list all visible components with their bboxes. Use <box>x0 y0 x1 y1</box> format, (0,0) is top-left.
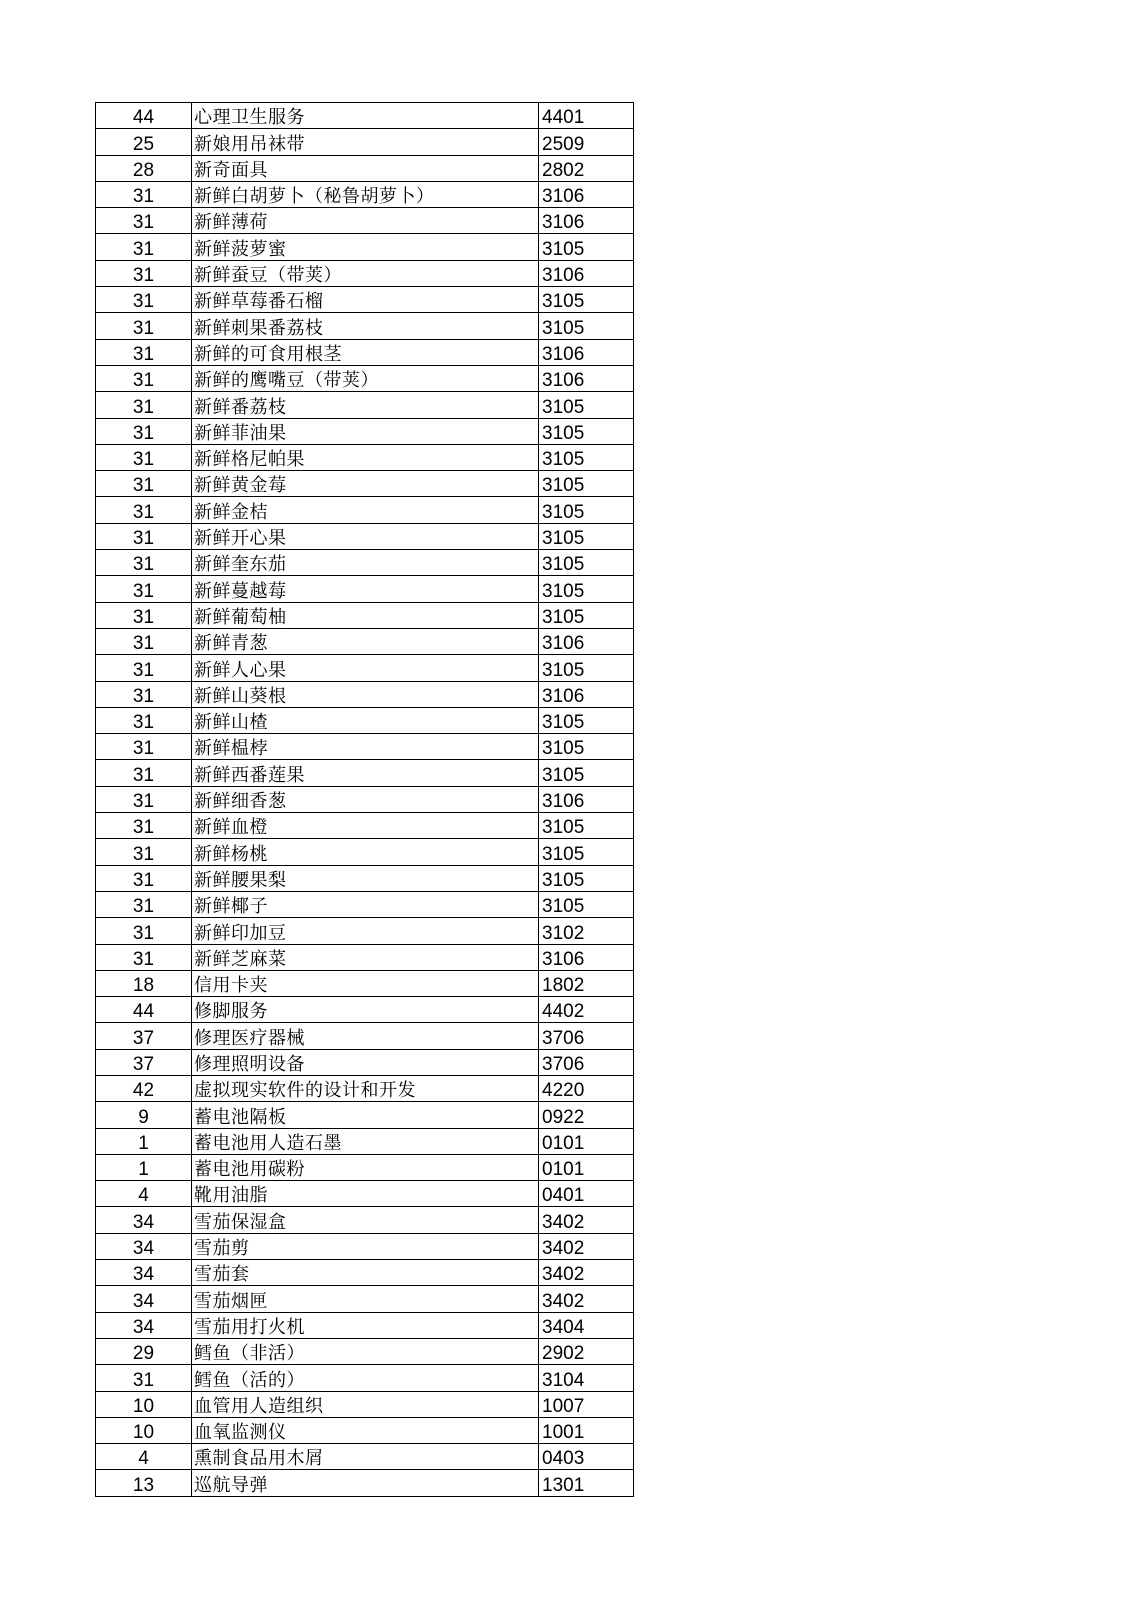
class-number-cell: 10 <box>96 1417 192 1443</box>
class-number-cell: 29 <box>96 1338 192 1364</box>
class-number-cell: 37 <box>96 1023 192 1049</box>
group-code-cell: 1007 <box>539 1391 634 1417</box>
group-code-cell: 3105 <box>539 576 634 602</box>
class-number-cell: 10 <box>96 1391 192 1417</box>
group-code-cell: 0101 <box>539 1154 634 1180</box>
group-code-cell: 3105 <box>539 734 634 760</box>
goods-name-cell: 新鲜血橙 <box>192 813 539 839</box>
table-row <box>96 103 634 129</box>
class-number-cell: 31 <box>96 813 192 839</box>
table-row <box>96 287 634 313</box>
table-row <box>96 1365 634 1391</box>
group-code-cell: 2902 <box>539 1338 634 1364</box>
class-number-cell: 31 <box>96 839 192 865</box>
table-row <box>96 339 634 365</box>
class-number-cell: 34 <box>96 1207 192 1233</box>
group-code-cell: 3402 <box>539 1207 634 1233</box>
class-number-cell: 44 <box>96 997 192 1023</box>
goods-name-cell: 新鲜格尼帕果 <box>192 444 539 470</box>
table-row <box>96 628 634 654</box>
class-number-cell: 9 <box>96 1102 192 1128</box>
group-code-cell: 4401 <box>539 103 634 129</box>
group-code-cell: 0922 <box>539 1102 634 1128</box>
goods-name-cell: 巡航导弹 <box>192 1470 539 1496</box>
class-number-cell: 34 <box>96 1312 192 1338</box>
goods-name-cell: 新鲜葡萄柚 <box>192 602 539 628</box>
table-row <box>96 208 634 234</box>
group-code-cell: 0403 <box>539 1444 634 1470</box>
goods-name-cell: 新鲜金桔 <box>192 497 539 523</box>
table-row <box>96 260 634 286</box>
table-row <box>96 865 634 891</box>
table-row <box>96 1444 634 1470</box>
goods-name-cell: 雪茄剪 <box>192 1233 539 1259</box>
class-number-cell: 31 <box>96 339 192 365</box>
table-row <box>96 707 634 733</box>
table-row <box>96 1470 634 1496</box>
goods-name-cell: 新鲜的可食用根茎 <box>192 339 539 365</box>
class-number-cell: 31 <box>96 786 192 812</box>
class-number-cell: 31 <box>96 602 192 628</box>
table-row <box>96 471 634 497</box>
goods-name-cell: 新鲜开心果 <box>192 523 539 549</box>
table-row <box>96 918 634 944</box>
class-number-cell: 31 <box>96 287 192 313</box>
class-number-cell: 31 <box>96 760 192 786</box>
table-row <box>96 365 634 391</box>
goods-name-cell: 修理医疗器械 <box>192 1023 539 1049</box>
table-row <box>96 1312 634 1338</box>
goods-table <box>95 102 634 1497</box>
class-number-cell: 31 <box>96 497 192 523</box>
table-row <box>96 1049 634 1075</box>
goods-name-cell: 新鲜番荔枝 <box>192 392 539 418</box>
group-code-cell: 2509 <box>539 129 634 155</box>
goods-name-cell: 新鲜菲油果 <box>192 418 539 444</box>
group-code-cell: 3105 <box>539 523 634 549</box>
goods-name-cell: 新鲜蚕豆（带荚） <box>192 260 539 286</box>
group-code-cell: 3105 <box>539 707 634 733</box>
table-row <box>96 760 634 786</box>
goods-name-cell: 雪茄套 <box>192 1260 539 1286</box>
group-code-cell: 3402 <box>539 1260 634 1286</box>
class-number-cell: 31 <box>96 891 192 917</box>
table-row <box>96 129 634 155</box>
group-code-cell: 4402 <box>539 997 634 1023</box>
goods-name-cell: 蓄电池隔板 <box>192 1102 539 1128</box>
class-number-cell: 31 <box>96 681 192 707</box>
table-row <box>96 786 634 812</box>
group-code-cell: 3402 <box>539 1286 634 1312</box>
goods-name-cell: 新鲜杨桃 <box>192 839 539 865</box>
class-number-cell: 31 <box>96 707 192 733</box>
class-number-cell: 31 <box>96 313 192 339</box>
class-number-cell: 1 <box>96 1128 192 1154</box>
group-code-cell: 3106 <box>539 681 634 707</box>
goods-name-cell: 新鲜薄荷 <box>192 208 539 234</box>
class-number-cell: 37 <box>96 1049 192 1075</box>
goods-name-cell: 新鲜腰果梨 <box>192 865 539 891</box>
table-row <box>96 891 634 917</box>
class-number-cell: 42 <box>96 1075 192 1101</box>
group-code-cell: 3106 <box>539 786 634 812</box>
group-code-cell: 3105 <box>539 234 634 260</box>
class-number-cell: 31 <box>96 471 192 497</box>
class-number-cell: 31 <box>96 181 192 207</box>
class-number-cell: 31 <box>96 944 192 970</box>
table-row <box>96 1023 634 1049</box>
group-code-cell: 3402 <box>539 1233 634 1259</box>
table-row <box>96 813 634 839</box>
group-code-cell: 3102 <box>539 918 634 944</box>
table-row <box>96 1417 634 1443</box>
class-number-cell: 31 <box>96 523 192 549</box>
goods-name-cell: 新鲜人心果 <box>192 655 539 681</box>
class-number-cell: 4 <box>96 1181 192 1207</box>
goods-name-cell: 新鲜山楂 <box>192 707 539 733</box>
group-code-cell: 3105 <box>539 865 634 891</box>
class-number-cell: 31 <box>96 234 192 260</box>
goods-name-cell: 新鲜印加豆 <box>192 918 539 944</box>
goods-name-cell: 新鲜山葵根 <box>192 681 539 707</box>
goods-name-cell: 靴用油脂 <box>192 1181 539 1207</box>
goods-name-cell: 心理卫生服务 <box>192 103 539 129</box>
class-number-cell: 31 <box>96 734 192 760</box>
table-row <box>96 1154 634 1180</box>
class-number-cell: 4 <box>96 1444 192 1470</box>
class-number-cell: 31 <box>96 865 192 891</box>
group-code-cell: 3105 <box>539 392 634 418</box>
group-code-cell: 3105 <box>539 444 634 470</box>
group-code-cell: 3105 <box>539 891 634 917</box>
table-row <box>96 970 634 996</box>
goods-name-cell: 新鲜榅桲 <box>192 734 539 760</box>
table-row <box>96 523 634 549</box>
goods-name-cell: 雪茄烟匣 <box>192 1286 539 1312</box>
class-number-cell: 31 <box>96 550 192 576</box>
goods-name-cell: 熏制食品用木屑 <box>192 1444 539 1470</box>
class-number-cell: 31 <box>96 576 192 602</box>
goods-name-cell: 新奇面具 <box>192 155 539 181</box>
table-row <box>96 1128 634 1154</box>
class-number-cell: 28 <box>96 155 192 181</box>
goods-name-cell: 鳕鱼（活的） <box>192 1365 539 1391</box>
table-row <box>96 1102 634 1128</box>
group-code-cell: 3106 <box>539 944 634 970</box>
group-code-cell: 1802 <box>539 970 634 996</box>
group-code-cell: 3105 <box>539 839 634 865</box>
goods-name-cell: 虚拟现实软件的设计和开发 <box>192 1075 539 1101</box>
goods-name-cell: 血氧监测仪 <box>192 1417 539 1443</box>
group-code-cell: 1001 <box>539 1417 634 1443</box>
class-number-cell: 34 <box>96 1233 192 1259</box>
table-row <box>96 497 634 523</box>
group-code-cell: 3106 <box>539 365 634 391</box>
goods-name-cell: 修脚服务 <box>192 997 539 1023</box>
goods-name-cell: 新鲜草莓番石榴 <box>192 287 539 313</box>
goods-name-cell: 信用卡夹 <box>192 970 539 996</box>
table-row <box>96 1075 634 1101</box>
table-row <box>96 1391 634 1417</box>
goods-name-cell: 雪茄用打火机 <box>192 1312 539 1338</box>
goods-name-cell: 雪茄保湿盒 <box>192 1207 539 1233</box>
class-number-cell: 31 <box>96 208 192 234</box>
table-row <box>96 1207 634 1233</box>
table-row <box>96 1286 634 1312</box>
goods-name-cell: 新鲜的鹰嘴豆（带荚） <box>192 365 539 391</box>
goods-name-cell: 血管用人造组织 <box>192 1391 539 1417</box>
group-code-cell: 0401 <box>539 1181 634 1207</box>
class-number-cell: 34 <box>96 1286 192 1312</box>
goods-name-cell: 新鲜蔓越莓 <box>192 576 539 602</box>
goods-table-body <box>96 103 634 1497</box>
group-code-cell: 3105 <box>539 655 634 681</box>
group-code-cell: 3706 <box>539 1023 634 1049</box>
group-code-cell: 3105 <box>539 497 634 523</box>
goods-name-cell: 蓄电池用人造石墨 <box>192 1128 539 1154</box>
table-row <box>96 155 634 181</box>
group-code-cell: 0101 <box>539 1128 634 1154</box>
class-number-cell: 1 <box>96 1154 192 1180</box>
group-code-cell: 3706 <box>539 1049 634 1075</box>
table-row <box>96 444 634 470</box>
table-row <box>96 1338 634 1364</box>
goods-name-cell: 新鲜黄金莓 <box>192 471 539 497</box>
group-code-cell: 3105 <box>539 418 634 444</box>
goods-name-cell: 新鲜椰子 <box>192 891 539 917</box>
class-number-cell: 31 <box>96 260 192 286</box>
class-number-cell: 31 <box>96 365 192 391</box>
goods-name-cell: 蓄电池用碳粉 <box>192 1154 539 1180</box>
table-row <box>96 997 634 1023</box>
table-row <box>96 1260 634 1286</box>
class-number-cell: 31 <box>96 1365 192 1391</box>
class-number-cell: 31 <box>96 918 192 944</box>
goods-name-cell: 新鲜奎东茄 <box>192 550 539 576</box>
goods-name-cell: 新鲜菠萝蜜 <box>192 234 539 260</box>
table-row <box>96 234 634 260</box>
group-code-cell: 3404 <box>539 1312 634 1338</box>
group-code-cell: 3105 <box>539 313 634 339</box>
group-code-cell: 3105 <box>539 287 634 313</box>
goods-name-cell: 新娘用吊袜带 <box>192 129 539 155</box>
goods-name-cell: 修理照明设备 <box>192 1049 539 1075</box>
table-row <box>96 681 634 707</box>
table-row <box>96 839 634 865</box>
group-code-cell: 3104 <box>539 1365 634 1391</box>
goods-name-cell: 新鲜刺果番荔枝 <box>192 313 539 339</box>
group-code-cell: 4220 <box>539 1075 634 1101</box>
class-number-cell: 34 <box>96 1260 192 1286</box>
table-row <box>96 313 634 339</box>
group-code-cell: 3105 <box>539 550 634 576</box>
group-code-cell: 2802 <box>539 155 634 181</box>
table-row <box>96 734 634 760</box>
class-number-cell: 13 <box>96 1470 192 1496</box>
group-code-cell: 3105 <box>539 602 634 628</box>
goods-name-cell: 鳕鱼（非活） <box>192 1338 539 1364</box>
group-code-cell: 3106 <box>539 628 634 654</box>
group-code-cell: 3106 <box>539 339 634 365</box>
table-row <box>96 392 634 418</box>
class-number-cell: 31 <box>96 628 192 654</box>
group-code-cell: 3105 <box>539 471 634 497</box>
table-row <box>96 1233 634 1259</box>
class-number-cell: 31 <box>96 444 192 470</box>
goods-name-cell: 新鲜白胡萝卜（秘鲁胡萝卜） <box>192 181 539 207</box>
group-code-cell: 1301 <box>539 1470 634 1496</box>
class-number-cell: 44 <box>96 103 192 129</box>
table-row <box>96 602 634 628</box>
group-code-cell: 3105 <box>539 760 634 786</box>
group-code-cell: 3106 <box>539 181 634 207</box>
goods-name-cell: 新鲜青葱 <box>192 628 539 654</box>
group-code-cell: 3106 <box>539 208 634 234</box>
table-row <box>96 1181 634 1207</box>
table-row <box>96 550 634 576</box>
table-row <box>96 576 634 602</box>
class-number-cell: 31 <box>96 418 192 444</box>
group-code-cell: 3105 <box>539 813 634 839</box>
table-row <box>96 655 634 681</box>
group-code-cell: 3106 <box>539 260 634 286</box>
table-row <box>96 944 634 970</box>
table-row <box>96 181 634 207</box>
goods-name-cell: 新鲜西番莲果 <box>192 760 539 786</box>
table-row <box>96 418 634 444</box>
goods-name-cell: 新鲜细香葱 <box>192 786 539 812</box>
class-number-cell: 31 <box>96 655 192 681</box>
goods-name-cell: 新鲜芝麻菜 <box>192 944 539 970</box>
class-number-cell: 18 <box>96 970 192 996</box>
class-number-cell: 25 <box>96 129 192 155</box>
class-number-cell: 31 <box>96 392 192 418</box>
